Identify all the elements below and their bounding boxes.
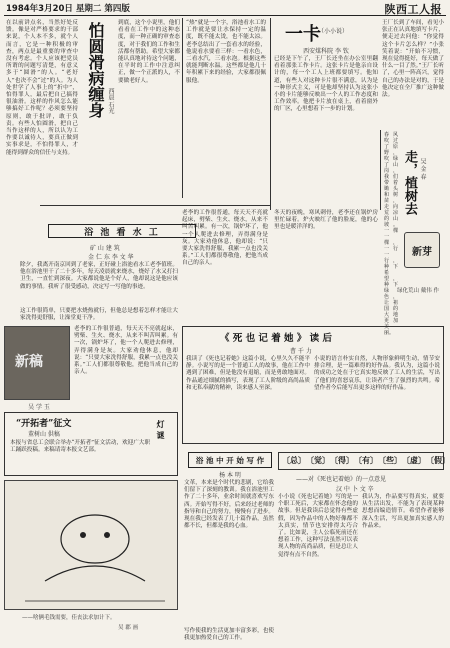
writing-author: 杨 本 明 bbox=[219, 472, 241, 479]
bath-worker-body-2: 这工作很简单，只要把水烧热就行，但他总是想着怎样才能让大家洗得更舒服，让澡堂更干净。 bbox=[20, 308, 178, 322]
false-banner-char: 〔觉〕 bbox=[306, 455, 330, 465]
tree-stamp-image bbox=[404, 232, 440, 268]
column-b-body: 已经是下午了，王厂长还坐在办公室里翻看着那张工作卡片。这张卡片是他亲自设计的，每一个工人上班都要填写。他知道，有些人对这种卡片很不满意，认为是一种形式主义，可是他却坚持认为这张小小的卡片能够反映出一个人的工作态度和工作效率。他把卡片放在桌上，看着窗外的厂区，心里想着下一步的计划。 bbox=[274, 56, 378, 113]
false-banner-subtitle: ——对《死也记着她》的一点意见 bbox=[296, 476, 387, 483]
column-b-title: 一卡 bbox=[285, 24, 321, 45]
photo-credit: 吴 学 玉 bbox=[28, 404, 50, 411]
notice-author: 董树山 供稿 bbox=[28, 431, 60, 438]
tree-poem-body: 春风吹过了原野，吹绿了山岗，我们带着锄头和树苗，走向荒凉的山坡。一棵一棵，一行一行，种下希望，种下绿色，让祖国的大地更加美丽。 bbox=[384, 132, 398, 336]
review-body-2: 小说的语言朴实自然，人物形象鲜明生动，情节安排合理，是一篇难得的好作品。我认为，这篇小说的成功之处在于它真实地反映了工人的生活，写出了他们的喜怒哀乐，让读者产生了强烈的共鸣。希望作者今后能写出更多这样的好作品。 bbox=[314, 356, 440, 391]
bath-worker-subtitle: 矿 山 建 筑 bbox=[90, 245, 120, 252]
issue-date: 1984年3月20日 星期二 第四版 bbox=[6, 4, 130, 14]
tree-poem-author: 吴 金 春 bbox=[419, 158, 426, 180]
column-a-author: 西晨 石光 bbox=[107, 88, 114, 114]
column-b-subtitle: （小小说） bbox=[318, 28, 349, 35]
cartoon-credit: 吴 郡 画 bbox=[118, 625, 138, 631]
writing-body-2: 写作使我的生活更加丰富多彩，也使我更加热爱自己的工作。 bbox=[184, 628, 274, 642]
writing-body: 文革，本来是个时代的悲剧，它给我们留下了深刻的教训。我在浴池里工作了二十多年，业余时间就喜欢写东西。开始写得不好，后来经过老师的指导和自己的努力，慢慢有了进步。现在我已经发表了几十篇作品，虽然都不长，但都是我的心血。 bbox=[184, 480, 274, 530]
photo-caption: 新稿 bbox=[15, 354, 43, 370]
false-banner-chars bbox=[282, 455, 450, 467]
false-banner-author: 汉 中 卜 文 辛 bbox=[336, 486, 374, 493]
false-banner-char: 〔有〕 bbox=[354, 455, 378, 465]
writing-banner bbox=[188, 452, 272, 468]
cartoon-drawing bbox=[5, 481, 179, 611]
column-a-title: 怕圆滑病缠身 bbox=[86, 22, 105, 118]
column-a-body-right: 到底，这个小说里，他们看看在工作中的这种态度，而一种正确的审查态度，对于我们的工作和生活都有帮助。希望大家都能认真地对待这个问题，在平时的工作中注意纠正，做一个正派的人，不要做老好人。 bbox=[118, 20, 180, 84]
false-banner-char: 〔些〕 bbox=[378, 455, 402, 465]
review-title: 《 死 也 记 着 她 》 读 后 bbox=[220, 333, 332, 344]
false-banner-char: 〔总〕 bbox=[282, 455, 306, 465]
cartoon-caption: ——啥俩毛钱需要，佳丧法求加计下。 bbox=[22, 615, 116, 621]
tree-stamp-text: 新芽 bbox=[412, 246, 432, 258]
column-b-author: 西安煤科院 李 钦 bbox=[303, 48, 349, 55]
review-author: 曹 千 力 bbox=[290, 348, 312, 355]
cartoon-image bbox=[4, 480, 178, 610]
column-d-body: “热”就是一个字，浴池看水工的工作就是要让水保持一定的温度，既不能太烫，也不能太凉。老李总结出了一套看水的经验，他说看水要看三样：一看水色，二看水汽，三看水泡。根据这些就能判断水温。这些都是他几十年积累下来的经验，大家都很佩服他。 bbox=[186, 20, 266, 84]
column-c-body: 老李的工作很普通，每天天不亮就起床，劈柴、生火、烧水，从来不叫苦叫累。有一次，锅炉坏了，他一个人爬进去修理，弄得满身是灰。大家劝他休息，他却说：“只要大家洗得舒服，我累一点也没关系。”工人们都很尊敬他，把他当成自己的亲人。 bbox=[182, 210, 268, 267]
false-banner-body: 小小说《死也记着她》写的是一个职工死后，大家都在怀念他的故事。但是我读后总觉得有些虚假，因为作品中的人物好像都不太真实，情节也安排得太巧合了。比如说，主人公临死前还在想着工作，这种写法虽然可以表现人物的高尚品质，但是总让人觉得有点不自然。 bbox=[278, 494, 358, 558]
false-banner-char: 〔得〕 bbox=[330, 455, 354, 465]
column-b-body-2: 王厂长到了车间，看见小张正在认真地填写卡片，便走过去问他：“你觉得这个卡片怎么样？”小张笑着说：“开始不习惯，现在觉得挺好，每天做了什么一目了然。”王厂长听了，心里一阵高兴，觉得自己的办法是对的，于是他决定在全厂推广这种做法。 bbox=[382, 20, 444, 99]
tree-cartoon-caption: 绿化荒山 戴伟 作 bbox=[397, 288, 439, 294]
bath-worker-banner bbox=[48, 224, 196, 238]
false-banner-char: 〔假〕 bbox=[426, 455, 450, 465]
false-banner-body-2: 我认为，作品要写得真实，就要从生活出发，不能为了表现某种思想而编造情节。希望作者能够深入生活，写出更加真实感人的作品来。 bbox=[362, 494, 444, 529]
bath-worker-byline: 金 仁 东 李 文 华 bbox=[88, 254, 134, 261]
notice-title: “开拓者”征文 bbox=[16, 419, 72, 429]
column-a-body-left: 在以前讲点名，当然好处反馈。像是对严格要求的干部来说，个人本不多，就个人而言，它是一种积极的审查，两点是最重要的审查中没有考虑。个人应该把党员所谓的问题写清楚，有意义多于“圆滑”的人。“老好人”也决不会“过”的人。为人处世学了人事上的“折中”，怕得罪人，最后把自己搞得很油滑。这样的作风怎么能够搞好工作呢？必须要坚持原则，敢于批评，敢于负责。有些人怕圆滑，把自己当作这样的人，所以认为工作要以诚待人，要真正做到实事求是，不怕得罪人，才能得到群众的信任与支持。 bbox=[6, 20, 78, 156]
bath-worker-body: 除夕，我离开南京回到了老家，正好碰上浴池看水工老李值班。他在浴池里干了二十多年，每天凌晨就来烧水，烧好了水又打扫卫生，一直忙到深夜。大家都说他是个好人，他却说这是他应该做的事情。我听了很受感动，决定写一写他的事迹。 bbox=[20, 262, 178, 290]
calligraphy-photo bbox=[4, 326, 70, 400]
page-header bbox=[4, 2, 446, 16]
writing-title: 浴 池 中 开 始 写 作 bbox=[195, 455, 265, 465]
newspaper-name: 陕西工人报 bbox=[384, 3, 442, 16]
bath-worker-title: 浴 池 看 水 工 bbox=[84, 227, 160, 238]
notice-body: 本报与省总工会联合举办“开拓者”征文活动，欢迎广大职工踊跃投稿。来稿请寄本报文艺部。 bbox=[10, 440, 150, 454]
riddle-label: 灯 谜 bbox=[156, 420, 166, 439]
review-body: 我读了《死也记着她》这篇小说，心里久久不能平静。小说写的是一个普通工人的故事，他在工作中遇到了困难，但是他没有退缩，而是勇敢地面对。作品通过细腻的描写，表现了工人阶级的高尚品质和无私奉献的精神，读来感人至深。 bbox=[186, 356, 310, 391]
tree-poem-title: 走，植树去 bbox=[402, 150, 417, 215]
bath-worker-body-3: 老李的工作很普通，每天天不亮就起床，劈柴、生火、烧水，从来不叫苦叫累。有一次，锅炉坏了，他一个人爬进去修理，弄得满身是灰。大家劝他休息，他却说：“只要大家洗得舒服，我累一点也没关系。”工人们都很尊敬他，把他当成自己的亲人。 bbox=[74, 326, 178, 376]
column-c-body-2: 冬天的夜晚，寒风刺骨，老李还在锅炉房里忙碌着。炉火映红了他的脸庞，他的心里也是暖洋洋的。 bbox=[274, 210, 378, 231]
false-banner-char: 〔虚〕 bbox=[402, 455, 426, 465]
